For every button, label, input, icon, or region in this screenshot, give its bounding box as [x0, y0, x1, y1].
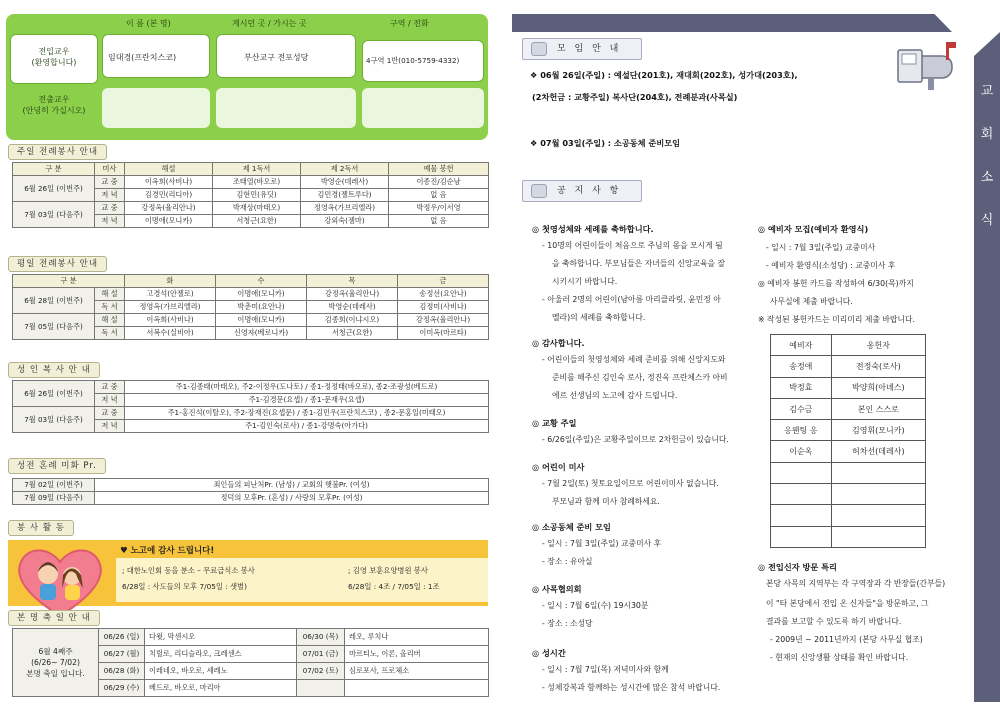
- table-row: 저 녁 김경민(리디아) 김현민(유딧) 김민경(젤트루다) 없 음: [13, 189, 489, 202]
- table-row: 이순옥 허차선(데레사): [771, 441, 926, 462]
- notice-line: - 성체강복과 함께하는 성시간에 많은 참석 바랍니다.: [542, 683, 721, 692]
- namedays-week: 6월 4째주 (6/26~ 7/02) 본명 축일 입니다.: [13, 629, 99, 697]
- volunteer-line1-right: ; 김영 보훈요양병원 봉사: [348, 566, 428, 575]
- meeting-icon: [531, 42, 547, 56]
- notice-line: 시키시기 바랍니다.: [552, 277, 618, 286]
- out-zone-box: [362, 88, 484, 128]
- sunday-service-table: [12, 162, 489, 228]
- table-row: 저 녁 이명애(모니카) 서청근(요한) 강외숙(젬마) 없 음: [13, 215, 489, 228]
- notice-title: 공 지 사 항: [522, 180, 642, 202]
- side-char: 교: [980, 84, 994, 99]
- volunteer-line2-left: 6/28일 : 사도들의 모후 7/05일 : 샛별): [122, 582, 247, 591]
- volunteer-title: 봉 사 활 동: [8, 520, 74, 536]
- namedays-table: [12, 628, 489, 697]
- notice-line: - 일시 : 7월 3일(주일) 교중미사: [766, 243, 876, 252]
- notice-line: - 일시 : 7월 3일(주일) 교중미사 후: [542, 539, 662, 548]
- catechumen-sponsor-table: [770, 334, 926, 548]
- table-row: 독 서 정영옥(가브리엘라) 박춘미(요안나) 박영순(데레사) 김정미(사비나): [13, 301, 489, 314]
- notice-line: - 일시 : 7월 7일(목) 저녁미사와 함께: [542, 665, 669, 674]
- notice-heading: ◎ 감사합니다.: [532, 338, 585, 348]
- side-char: 회: [980, 127, 994, 142]
- table-row: [771, 526, 926, 547]
- marriage-title: 성전 혼례 미화 Pr.: [8, 458, 106, 474]
- table-row: 6월 26일 (이번주) 교 중 주1-김종태(마태오), 주2-이정우(도나토) / 종1-정정태(바오로), 종2-조광성(베드로): [13, 381, 489, 394]
- col-name-header: 이 름 (본 명): [126, 19, 171, 28]
- table-row: 7월 03일 (다음주) 교 중 강정옥(율리안나) 박재상(마태오) 정영옥(가브리엘라) 박정우/이서영: [13, 202, 489, 215]
- meeting-line3: ❖ 07월 03일(주일) : 소공동체 준비모임: [530, 138, 681, 148]
- table-row: [771, 462, 926, 483]
- meeting-line2: (2차헌금 : 교황주일) 복사단(204호), 전례분과(사목실): [532, 92, 738, 102]
- left-page: [6, 10, 490, 702]
- meeting-line1: ❖ 06월 26일(주일) : 예설단(201호), 재대회(202호), 성가대(203호),: [530, 70, 798, 80]
- heart-couple-illustration: [12, 544, 108, 620]
- table-row: 7월 02일 (이번주) 죄인들의 피난처Pr. (남성) / 교회의 햇불Pr. (여성): [13, 479, 489, 492]
- notice-line: 결과를 보고할 수 있도록 하기 바랍니다.: [766, 617, 902, 626]
- notice-line: 부모님과 함께 미사 참례하세요.: [552, 497, 660, 506]
- right-page: [512, 10, 1000, 702]
- notice-line: ※ 작성된 봉헌카드는 미리미리 제출 바랍니다.: [758, 315, 915, 324]
- notice-line: - 어린이들의 첫영성체와 세례 준비를 위해 신앙지도와: [542, 355, 726, 364]
- notice-line: ◎ 예비자 봉헌 카드를 작성하여 6/30(목)까지: [758, 279, 914, 288]
- out-name-box: [102, 88, 210, 128]
- table-row: 6월 4째주 (6/26~ 7/02) 본명 축일 입니다. 06/26 (일) 다윗, 막센시오 06/30 (목) 레오, 루치나: [13, 629, 489, 646]
- marriage-table: [12, 478, 489, 505]
- notice-line: - 2009년 ~ 2011년까지 (본당 사무실 협조): [770, 635, 923, 644]
- sunday-service-title: 주일 전례봉사 안내: [8, 144, 107, 160]
- in-name: 임대경(프란치스코): [108, 53, 177, 62]
- side-strip: [974, 56, 1000, 702]
- side-strip-corner: [974, 32, 1000, 56]
- notice-line: - 일시 : 7월 6일(수) 19시30분: [542, 601, 649, 610]
- notice-icon: [531, 184, 547, 198]
- notice-line: - 장소 : 유아실: [542, 557, 593, 566]
- table-header-row: 구 분 화 수 목 금: [13, 275, 489, 288]
- volunteer-line2-right: 6/28일 : 4조 / 7/05일 : 1조: [348, 582, 440, 591]
- notice-line: 준비를 해주신 김인숙 로사, 정진욱 프란체스카 아비: [552, 373, 728, 382]
- table-row: 송정애 전정숙(로사): [771, 356, 926, 377]
- out-label: 전출교우 (안녕히 가십시오): [22, 95, 86, 115]
- table-header-row: 구 분 미사 해설 제 1독서 제 2독서 예물 봉헌: [13, 163, 489, 176]
- in-from: 부산교구 전포성당: [244, 53, 309, 62]
- notice-line: - 예비자 환영식(소성당) : 교중미사 후: [766, 261, 896, 270]
- weekday-service-title: 평일 전례봉사 안내: [8, 256, 107, 272]
- notice-line: - 아울러 2명의 어린이(남아름 마리클라릿, 윤민정 아: [542, 295, 721, 304]
- table-row: 06/28 (화) 이레네오, 바오로, 세레노 07/02 (토) 심로포사, 프로체소: [13, 663, 489, 680]
- volunteer-thanks: ♥ 노고에 감사 드립니다!: [120, 546, 215, 556]
- top-tab-bar: [512, 14, 952, 32]
- table-row: 김수금 본인 스스로: [771, 398, 926, 419]
- table-row: [771, 505, 926, 526]
- col-from-header: 계시던 곳 / 가시는 곳: [232, 19, 307, 28]
- notice-heading: ◎ 첫영성체와 세례를 축하합니다.: [532, 224, 654, 234]
- notice-heading: ◎ 어린이 미사: [532, 462, 585, 472]
- notice-line: 멜라)의 세례를 축하합니다.: [552, 313, 646, 322]
- catechumen-heading: ◎ 예비자 모집(예비자 환영식): [758, 224, 869, 234]
- notice-heading: ◎ 사목협의회: [532, 584, 582, 594]
- weekday-service-table: [12, 274, 489, 340]
- volunteer-line1-left: ; 대한노인회 동을 분소 – 무료급식소 봉사: [122, 566, 255, 575]
- table-header-row: 예비자 옹헌자: [771, 335, 926, 356]
- notice-line: - 7월 2일(토) 첫토요일이므로 어린이미사 없습니다.: [542, 479, 719, 488]
- notice-heading: ◎ 교황 주일: [532, 418, 577, 428]
- table-row: 7월 03일 (다음주) 교 중 주1-홍진석(이탈오), 주2-장재진(요셉문) / 종1-김민우(프란치스코) , 종2-문홍일(미태오): [13, 407, 489, 420]
- notice-line: - 현재의 신앙생활 상태를 확인 바랍니다.: [770, 653, 909, 662]
- out-from-box: [216, 88, 356, 128]
- in-zone: 4구역 1반(010-5759-4332): [366, 56, 460, 65]
- notice-line: 에르 선생님의 노고에 감사 드립니다.: [552, 391, 678, 400]
- notice-line: - 10명의 어린이들이 처음으로 주님의 몸을 모시게 됨: [542, 241, 723, 250]
- move-in-out-box: [6, 14, 488, 140]
- notice-line: - 6/26일(주일)은 교황주일이므로 2차헌금이 있습니다.: [542, 435, 729, 444]
- table-row: 저 녁 주1-김경문(요셉) / 종1-문재우(요셉): [13, 394, 489, 407]
- side-char: 소: [980, 170, 994, 185]
- namedays-title: 본 명 축 일 안 내: [8, 610, 100, 626]
- acolyte-title: 성 인 복 사 안 내: [8, 362, 100, 378]
- table-row: 06/27 (월) 치릴로, 리디슬라오, 크레센스 07/01 (금) 마르티노, 이론, 올리버: [13, 646, 489, 663]
- notice-line: 사무실에 제출 바랍니다.: [770, 297, 853, 306]
- notice-heading: ◎ 소공동체 준비 모임: [532, 522, 611, 532]
- in-label: 전입교우 (환영합니다): [31, 47, 77, 67]
- side-char: 식: [980, 213, 994, 228]
- notice-line: 본당 사목의 지역부는 각 구역장과 각 반장들(간부들): [766, 579, 946, 588]
- table-row: 저 녁 주1-김인숙(로사) / 종1-강명숙(아가다): [13, 420, 489, 433]
- volunteer-details: [116, 558, 488, 602]
- acolyte-table: [12, 380, 489, 433]
- notice-line: - 장소 : 소성당: [542, 619, 593, 628]
- mailbox-icon: [884, 36, 960, 92]
- table-row: 06/29 (수) 베드로, 바오로, 마리아: [13, 680, 489, 697]
- table-row: 7월 09일 (다음주) 정덕의 모후Pr. (혼성) / 사랑의 모후Pr. (여성): [13, 492, 489, 505]
- table-row: 6월 28일 (이번주) 해 설 고경석(안젤로) 이명애(모니카) 강정옥(율리안나) 송정선(요안나): [13, 288, 489, 301]
- col-zone-header: 구역 / 전화: [390, 19, 429, 28]
- meeting-title: 모 임 안 내: [522, 38, 642, 60]
- notice-line: 이 "타 본당에서 전입 온 신자들"을 방문하고, 그: [766, 599, 929, 608]
- table-row: 독 서 서복수(실비아) 신영자(베로니카) 서청근(요한) 이미옥(마르타): [13, 327, 489, 340]
- visit-heading: ◎ 전입신자 방문 특리: [758, 562, 837, 572]
- table-row: [771, 484, 926, 505]
- notice-heading: ◎ 성시간: [532, 648, 566, 658]
- table-row: 응웬팅 응 김영휘(모니카): [771, 420, 926, 441]
- table-row: 박정효 박양희(아녜스): [771, 377, 926, 398]
- table-row: 6월 26일 (이번주) 교 중 이옥희(사비나) 조태열(바오로) 박영순(데레사) 이종진/김순남: [13, 176, 489, 189]
- notice-line: 을 축하합니다. 부모님들은 자녀들의 신앙교육을 잘: [552, 259, 726, 268]
- table-row: 7월 05일 (다음주) 해 설 이옥희(사비나) 이명애(모니카) 김종희(이냐시오) 강정옥(율리안나): [13, 314, 489, 327]
